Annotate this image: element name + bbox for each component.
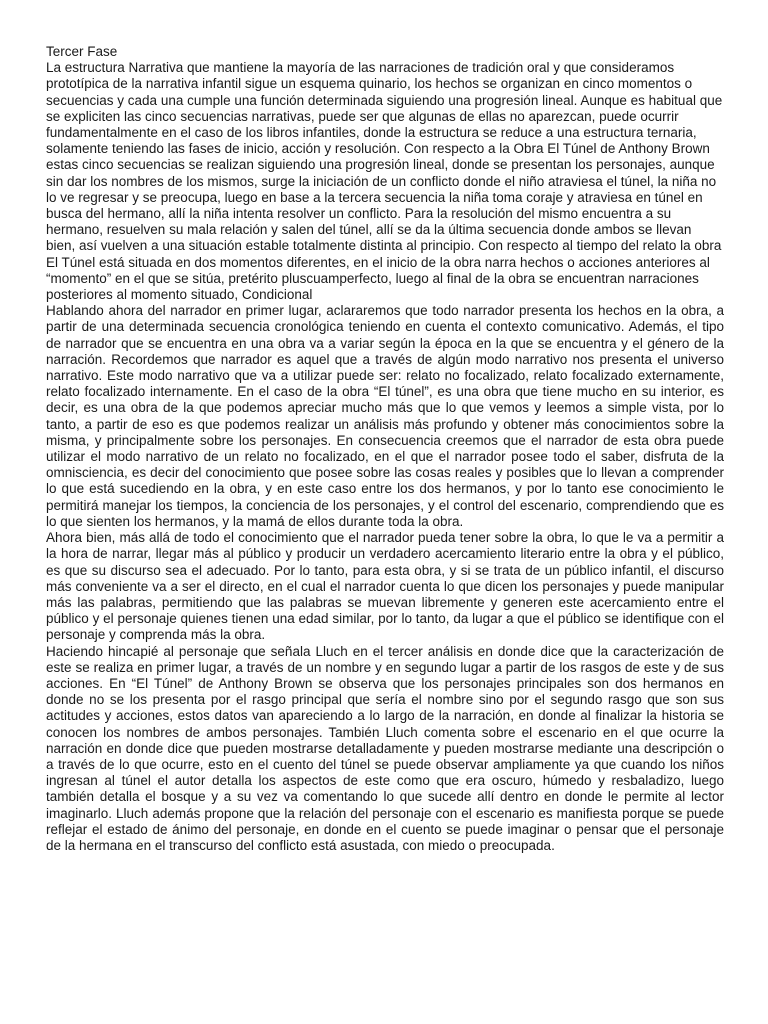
paragraph-discourse: Ahora bien, más allá de todo el conocimiento que el narrador pueda tener sobre la obra, lo que le va a permitir a la hora de narrar, llegar más al público y producir un verdadero acercamiento literario entre la obra y el público, es que su discurso sea el adecuado. Por lo tanto, para esta obra, y si se trata de un público infantil, el discurso más conveniente va a ser el directo, en el cual el narrador cuenta lo que dicen los personajes y puede manipular más las palabras, permitiendo que las palabras se muevan libremente y generen este acercamiento entre el público y el personaje quienes tienen una edad similar, por lo tanto, da lugar a que el público se identifique con el personaje y comprenda más la obra. (46, 530, 724, 643)
document-title: Tercer Fase (46, 44, 118, 59)
document-body (46, 44, 724, 854)
paragraph-narrator: Hablando ahora del narrador en primer lugar, aclararemos que todo narrador presenta los hechos en la obra, a partir de una determinada secuencia cronológica teniendo en cuenta el contexto comunicativo. Además, el tipo de narrador que se encuentra en una obra va a variar según la época en la que se encuentra y el género de la narración. Recordemos que narrador es aquel que a través de algún modo narrativo nos presenta el universo narrativo. Este modo narrativo que va a utilizar puede ser: relato no focalizado, relato focalizado externamente, relato focalizado internamente. En el caso de la obra “El túnel”, es una obra que tiene mucho en su interior, es decir, es una obra de la que podemos apreciar mucho más que lo que vemos y leemos a simple vista, por lo tanto, a partir de eso es que podemos realizar un análisis más profundo y obtener más conocimientos sobre la misma, y principalmente sobre los personajes. En consecuencia creemos que el narrador de esta obra puede utilizar el modo narrativo de un relato no focalizado, en el que el narrador posee todo el saber, disfruta de la omnisciencia, es decir del conocimiento que posee sobre las cosas reales y posibles que lo llevan a comprender lo que está sucediendo en la obra, y en este caso entre los dos hermanos, y por lo tanto ese conocimiento le permitirá manejar los tiempos, la conciencia de los personajes, y el control del escenario, comprendiendo que es lo que sienten los hermanos, y la mamá de ellos durante toda la obra. (46, 303, 724, 529)
paragraph-characters: Haciendo hincapié al personaje que señala Lluch en el tercer análisis en donde dice que la caracterización de este se realiza en primer lugar, a través de un nombre y en segundo lugar a partir de los rasgos de este y de sus acciones. En “El Túnel” de Anthony Brown se observa que los personajes principales son dos hermanos en donde no se los presenta por el rasgo principal que sería el nombre sino por el segundo rasgo que son sus actitudes y acciones, estos datos van apareciendo a lo largo de la narración, en donde al finalizar la historia se conocen los nombres de ambos personajes. También Lluch comenta sobre el escenario en el que ocurre la narración en donde dice que pueden mostrarse detalladamente y pueden mostrarse mediante una descripción o a través de lo que ocurre, esto en el cuento del túnel se puede observar ampliamente ya que cuando los niños ingresan al túnel el autor detalla los aspectos de este como que era oscuro, húmedo y resbaladizo, luego también detalla el bosque y a su vez va comentando lo que sucede allí dentro en donde le permite al lector imaginarlo. Lluch además propone que la relación del personaje con el escenario es manifiesta porque se puede reflejar el estado de ánimo del personaje, en donde en el cuento se puede imaginar o pensar que el personaje de la hermana en el transcurso del conflicto está asustada, con miedo o preocupada. (46, 643, 724, 853)
paragraph-structure: La estructura Narrativa que mantiene la mayoría de las narraciones de tradición oral y que consideramos prototípica de la narrativa infantil sigue un esquema quinario, los hechos se organizan en cinco momentos o secuencias y cada una cumple una función determinada siguiendo una progresión lineal. Aunque es habitual que se expliciten las cinco secuencias narrativas, puede ser que algunas de ellas no aparezcan, puede ocurrir fundamentalmente en el caso de los libros infantiles, donde la estructura se reduce a una estructura ternaria, solamente teniendo las fases de inicio, acción y resolución. Con respecto a la Obra El Túnel de Anthony Brown estas cinco secuencias se realizan siguiendo una progresión lineal, donde se presentan los personajes, aunque sin dar los nombres de los mismos, surge la iniciación de un conflicto donde el niño atraviesa el túnel, la niña no lo ve regresar y se preocupa, luego en base a la tercera secuencia la niña toma coraje y atraviesa en túnel en busca del hermano, allí la niña intenta resolver un conflicto. Para la resolución del mismo encuentra a su hermano, resuelven su mala relación y salen del túnel, allí se da la última secuencia donde ambos se llevan bien, así vuelven a una situación estable totalmente distinta al principio. Con respecto al tiempo del relato la obra El Túnel está situada en dos momentos diferentes, en el inicio de la obra narra hechos o acciones anteriores al “momento” en el que se sitúa, pretérito pluscuamperfecto, luego al final de la obra se encuentran narraciones posteriores al momento situado, Condicional (46, 60, 723, 303)
